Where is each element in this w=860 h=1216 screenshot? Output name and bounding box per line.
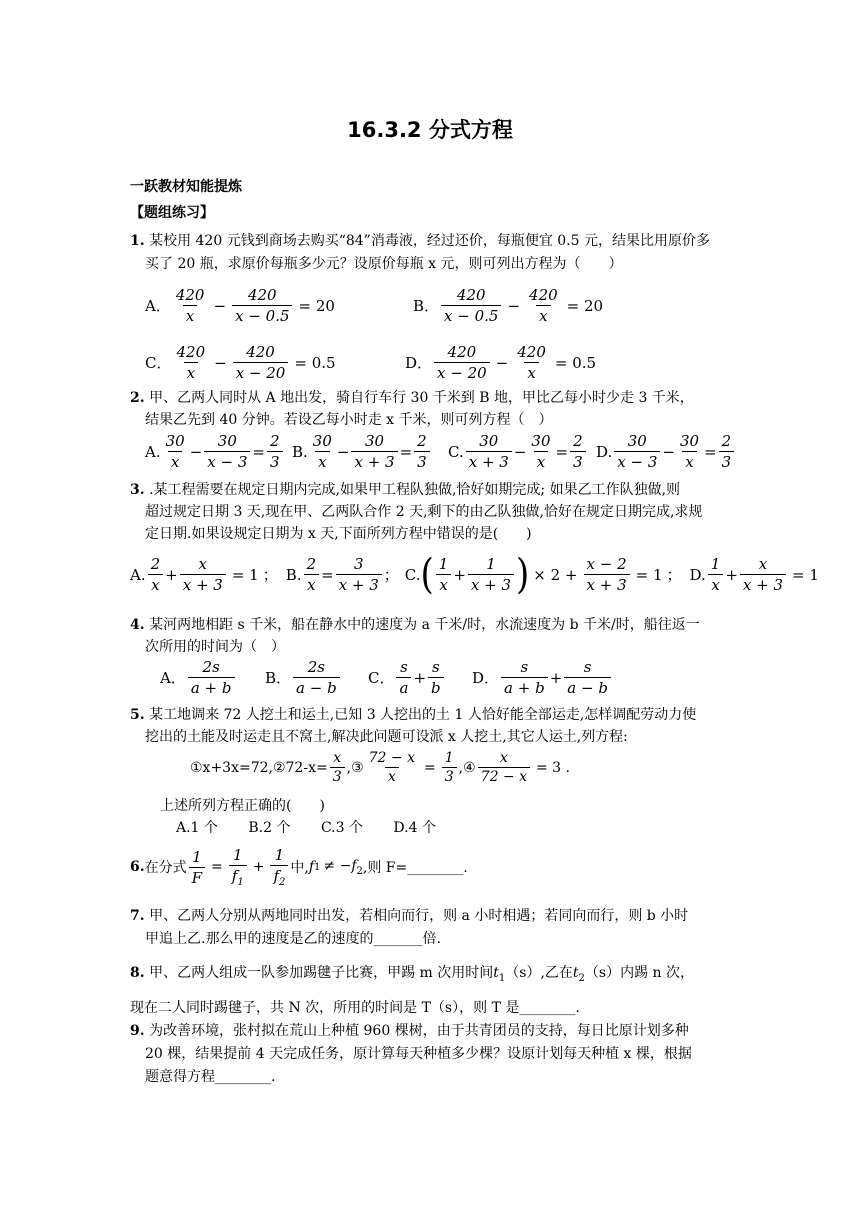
denominator: x [183, 305, 197, 325]
denominator: 72 − x [478, 767, 530, 785]
option-label: C． [368, 669, 395, 687]
option-label: D． [472, 669, 500, 687]
denominator: 3 [414, 451, 430, 471]
option-c [145, 343, 340, 382]
question-text: （s）内踢 n 次， [584, 965, 695, 981]
question-number: 9. [130, 1023, 145, 1039]
question-5-choices [176, 818, 436, 838]
operator: + [165, 565, 178, 584]
fraction [570, 432, 586, 471]
numerator: x [499, 750, 508, 766]
option-label: A． [160, 669, 186, 687]
operator: − [214, 353, 227, 372]
option-b: B. $\frac{30}{x}$ − $\frac{30}{x + 3}$ = $\frac{2}{3}$ [292, 432, 432, 471]
fraction [441, 286, 501, 325]
option-label: B． [413, 297, 440, 315]
question-4-text [130, 615, 700, 635]
option-label: D. [689, 565, 706, 584]
denominator: x + 3 [740, 574, 786, 594]
operator: + [549, 668, 563, 687]
question-text: 甲、乙两人组成一队参加踢毽子比赛，甲踢 m 次用时间 [144, 965, 494, 981]
numerator: x [198, 555, 208, 573]
option-label: D． [405, 354, 433, 372]
condition-rhs: ≠ −f [323, 857, 357, 874]
option-d [405, 343, 600, 382]
fraction [188, 658, 235, 697]
question-5-text-3: 上述所列方程正确的( ) [160, 798, 325, 814]
question-number: 1. [130, 233, 145, 249]
operator: + [725, 565, 738, 584]
numerator: 1 [444, 750, 454, 766]
fraction [148, 555, 164, 594]
numerator: s [400, 658, 408, 676]
question-text-line: 某校用 420 元钱到商场去购买“84”消毒液，经过还价，每瓶便宜 0.5 元，结果比用原价多 [144, 233, 710, 249]
denominator: x [524, 362, 538, 382]
numerator: 2 [269, 432, 280, 450]
fraction [740, 555, 786, 594]
rhs: = 20 [298, 296, 335, 315]
numerator: 30 [679, 432, 700, 450]
var-f: f [273, 867, 280, 885]
denominator: x [304, 574, 318, 594]
fraction [468, 555, 514, 594]
option-label: B. [285, 565, 302, 584]
question-text-line: 甲、乙两人分别从两地同时出发，若相向而行，则 a 小时相遇；若同向而行，则 b 小时 [144, 908, 689, 924]
option-b [413, 286, 607, 325]
question-text-line: .某工程需要在规定日期内完成,如果甲工程队独做,恰好如期完成; 如果乙工作队独做,则 [144, 482, 681, 498]
fraction [584, 555, 630, 594]
numerator: 2 [150, 555, 161, 573]
numerator: 1 [438, 555, 449, 573]
option-a [145, 286, 339, 325]
fraction [708, 555, 724, 594]
denominator: a + b [501, 677, 548, 697]
numerator: 1 [192, 847, 202, 866]
fraction [267, 432, 283, 471]
denominator: a − b [293, 677, 340, 697]
var-t: t [572, 965, 579, 981]
question-number: 6. [130, 859, 145, 875]
var-t: t [493, 965, 499, 981]
numerator: 2s [307, 658, 325, 676]
numerator: 420 [175, 286, 205, 304]
fraction [233, 343, 289, 382]
option-label: A. [130, 565, 146, 584]
question-2-text [130, 388, 694, 408]
numerator: 2 [573, 432, 583, 450]
numerator: 3 [353, 555, 364, 573]
fraction [229, 846, 247, 888]
numerator: 30 [364, 432, 385, 450]
rhs: = 0.5 [554, 353, 597, 372]
question-number: 7. [130, 908, 145, 924]
denominator: x [385, 767, 399, 785]
subscript: 2 [578, 972, 585, 984]
fraction [204, 432, 250, 471]
operator: − [336, 442, 350, 461]
numerator: x [758, 555, 768, 573]
option-row [130, 550, 823, 599]
denominator: x [536, 305, 550, 325]
numerator: 420 [246, 343, 275, 361]
question-8-text-2: 现在二人同时踢毽子，共 N 次，所用的时间是 T（s），则 T 是________. [130, 1000, 580, 1016]
subsection-heading: 【题组练习】 [130, 205, 214, 221]
question-9-text [130, 1021, 689, 1041]
equation-list [190, 750, 574, 785]
question-text-line: 为改善环境，张村拟在荒山上种植 960 棵树，由于共青团员的支持，每日比原计划多种 [144, 1023, 689, 1039]
denominator: 3 [570, 451, 586, 471]
denominator: x [148, 574, 162, 594]
equation-text: ①x+3x=72,②72-x= [190, 759, 328, 776]
denominator: 3 [330, 767, 345, 785]
denominator [270, 865, 288, 888]
denominator: a − b [564, 677, 611, 697]
fraction [330, 750, 345, 785]
denominator: x − 3 [204, 451, 250, 471]
fraction [501, 658, 548, 697]
fraction [526, 286, 561, 325]
denominator: x [708, 574, 722, 594]
denominator: F [189, 867, 205, 887]
question-6-text: 6. 在分式 $\frac{1}{F}$ = $\frac{1}{f_1}$ + $\frac{1}{f_2}$ 中, f 1 ≠ $-f_2$ ,则 F=________. [130, 846, 468, 888]
numerator: s [583, 658, 592, 676]
left-paren: ( [420, 550, 434, 599]
question-number: 3. [130, 482, 145, 498]
option-label: C． [145, 354, 172, 372]
denominator: x − 0.5 [441, 305, 501, 325]
numerator: s [520, 658, 529, 676]
rhs: = 0.5 [294, 353, 336, 372]
denominator: x + 3 [180, 574, 226, 594]
option-c [368, 658, 446, 697]
option-b [265, 658, 342, 697]
fraction [270, 846, 288, 888]
question-number: 4. [130, 617, 145, 633]
operator: = [321, 565, 334, 584]
option-a: A. $\frac{30}{x}$ − $\frac{30}{x - 3}$ = $\frac{2}{3}$ [145, 432, 285, 471]
numerator: 30 [479, 432, 499, 450]
fraction [466, 432, 512, 471]
denominator: x [315, 451, 329, 471]
fraction [232, 286, 292, 325]
var-f: f [231, 867, 238, 885]
denominator: x − 3 [614, 451, 660, 471]
numerator: 30 [165, 432, 185, 450]
operator: − [495, 353, 509, 372]
operator: − [213, 296, 227, 315]
fraction [677, 432, 702, 471]
question-2-text-2: 结果乙先到 40 分钟。若设乙每小时走 x 千米，则可列方程（ ） [145, 412, 553, 428]
fraction [173, 286, 208, 325]
right-paren: ) [516, 550, 530, 599]
question-3-text-3: 定日期.如果设规定日期为 x 天,下面所列方程中错误的是( ) [145, 526, 532, 542]
subscript: 1 [314, 861, 321, 873]
question-9-text-2: 20 棵，结果提前 4 天完成任务，原计算每天种植多少棵？设原计划每天种植 x 棵，根据 [145, 1046, 692, 1062]
option-label: C. [448, 442, 464, 461]
numerator: 1 [486, 555, 496, 573]
option-d: D. $\frac{30}{x - 3}$ − $\frac{30}{x}$ = $\frac{2}{3}$ [596, 432, 736, 471]
separator: ； [383, 566, 399, 584]
rhs: = 20 [566, 296, 604, 315]
denominator: x + 3 [336, 574, 382, 594]
fraction [442, 750, 457, 785]
numerator: 2 [306, 555, 317, 573]
fraction [514, 343, 549, 382]
numerator: 30 [627, 432, 647, 450]
numerator: 30 [217, 432, 237, 450]
fraction [434, 343, 490, 382]
question-number: 2. [130, 390, 145, 406]
question-5-text [130, 705, 696, 725]
fraction [396, 658, 411, 697]
operator: × 2 + [533, 565, 578, 584]
subscript: 1 [498, 972, 506, 984]
question-text: （s）,乙在 [505, 965, 573, 981]
question-5-text-2: 挖出的土能及时运走且不窝土,解决此问题可设派 x 人挖土,其它人运土,列方程: [145, 729, 628, 745]
denominator: a [396, 677, 411, 697]
choice-b: B.2 个 [248, 820, 291, 836]
subscript: 1 [237, 877, 244, 888]
question-text-line: 甲、乙两人同时从 A 地出发，骑自行车行 30 千米到 B 地，甲比乙每小时少走 3 千米， [144, 390, 694, 406]
question-text: 在分式 [144, 860, 187, 876]
choice-c: C.3 个 [320, 820, 363, 836]
numerator: 1 [274, 846, 285, 864]
option-label: C. [404, 565, 421, 584]
denominator: 3 [719, 451, 735, 471]
denominator [229, 865, 247, 888]
fraction [478, 750, 530, 785]
subscript: 2 [356, 865, 363, 877]
fraction [173, 343, 208, 382]
fraction [336, 555, 382, 594]
fraction [428, 658, 444, 697]
question-4-text-2: 次所用的时间为（ ） [145, 639, 285, 655]
equation-text: ,③ [346, 759, 364, 776]
question-1-text [130, 231, 710, 251]
question-7-text [130, 906, 688, 926]
numerator: 420 [176, 343, 206, 361]
numerator: 420 [456, 286, 486, 304]
numerator: 420 [247, 286, 277, 304]
denominator: x + 3 [584, 574, 630, 594]
operator: = [423, 759, 436, 776]
numerator: 1 [232, 846, 243, 864]
denominator: x + 3 [466, 451, 512, 471]
denominator: b [428, 677, 444, 697]
fraction [614, 432, 660, 471]
operator: − [189, 442, 203, 461]
numerator: 72 − x [368, 750, 415, 766]
numerator: 420 [447, 343, 477, 361]
fraction [180, 555, 226, 594]
subscript: 2 [279, 877, 286, 888]
fraction [351, 432, 397, 471]
choice-a: A.1 个 [176, 820, 218, 836]
question-number: 8. [130, 965, 145, 981]
denominator: x − 20 [233, 362, 289, 382]
question-text: ,则 F=________. [362, 860, 468, 876]
numerator: 2 [417, 432, 427, 450]
denominator: a + b [188, 677, 235, 697]
option-a [160, 658, 237, 697]
option-label: A. [145, 442, 161, 461]
question-7-text-2: 甲追上乙.那么甲的速度是乙的速度的_______倍. [145, 931, 441, 947]
question-text-line: 某河两地相距 s 千米，船在静水中的速度为 a 千米/时，水流速度为 b 千米/时，船往返一 [144, 617, 700, 633]
denominator: x [168, 451, 182, 471]
operator: + [413, 668, 427, 687]
question-9-text-3: 题意得方程________. [145, 1069, 276, 1085]
fraction [414, 432, 430, 471]
option-label: B． [265, 669, 292, 687]
operator: + [453, 565, 466, 584]
section-heading: 一跃教材知能提炼 [130, 179, 242, 195]
denominator: x + 3 [351, 451, 397, 471]
question-text: 中, [290, 860, 309, 876]
denominator: 3 [267, 451, 283, 471]
numerator: 30 [312, 432, 332, 450]
separator: ； [262, 566, 278, 584]
operator: − [513, 442, 527, 461]
question-3-text [130, 480, 680, 500]
numerator: x − 2 [586, 555, 627, 573]
rhs: = 1 [231, 565, 259, 584]
equation-text: ,④ [458, 759, 476, 776]
question-1-text-2: 买了 20 瓶，求原价每瓶多少元？设原价每瓶 x 元，则可列出方程为（ ） [145, 256, 623, 272]
operator: − [507, 296, 521, 315]
question-8-text [130, 963, 694, 989]
option-d [472, 658, 613, 697]
equation-text: = 3 . [536, 759, 570, 776]
denominator: x − 0.5 [232, 305, 292, 325]
question-text-line: 某工地调来 72 人挖土和运土,已知 3 人挖出的土 1 人恰好能全部运走,怎样调配劳动力使 [144, 707, 697, 723]
numerator: 2s [202, 658, 220, 676]
option-label: A． [145, 297, 171, 315]
denominator: x − 20 [434, 362, 490, 382]
fraction [293, 658, 340, 697]
numerator: x [333, 750, 342, 766]
numerator: 2 [721, 432, 732, 450]
condition [323, 858, 362, 877]
rhs: = 1 [635, 565, 663, 584]
denominator: x [184, 362, 198, 382]
fraction [366, 750, 418, 785]
page-title: 16.3.2 分式方程 [347, 118, 513, 142]
fraction [436, 555, 452, 594]
denominator: x [436, 574, 450, 594]
denominator: x + 3 [468, 574, 514, 594]
operator: − [662, 442, 675, 461]
numerator: 420 [529, 286, 558, 304]
fraction [528, 432, 553, 471]
denominator: 3 [442, 767, 457, 785]
question-number: 5. [130, 707, 145, 723]
fraction [564, 658, 611, 697]
option-label: D. [596, 442, 613, 461]
option-label: B. [292, 442, 308, 461]
separator: ； [666, 566, 682, 584]
choice-d: D.4 个 [393, 820, 436, 836]
var-f: f [308, 859, 315, 875]
fraction [719, 432, 735, 471]
numerator: s [431, 658, 440, 676]
question-3-text-2: 超过规定日期 3 天,现在甲、乙两队合作 2 天,剩下的由乙队独做,恰好在规定日期完成,求规 [145, 504, 703, 520]
denominator: x [682, 451, 696, 471]
fraction [310, 432, 335, 471]
fraction [304, 555, 320, 594]
rhs: = 1 [792, 565, 819, 584]
numerator: 30 [531, 432, 551, 450]
fraction [189, 848, 205, 887]
fraction [163, 432, 188, 471]
numerator: 420 [517, 343, 546, 361]
numerator: 1 [710, 555, 721, 573]
option-c: C. $\frac{30}{x + 3}$ − $\frac{30}{x}$ = $\frac{2}{3}$ [448, 432, 588, 471]
denominator: x [534, 451, 548, 471]
